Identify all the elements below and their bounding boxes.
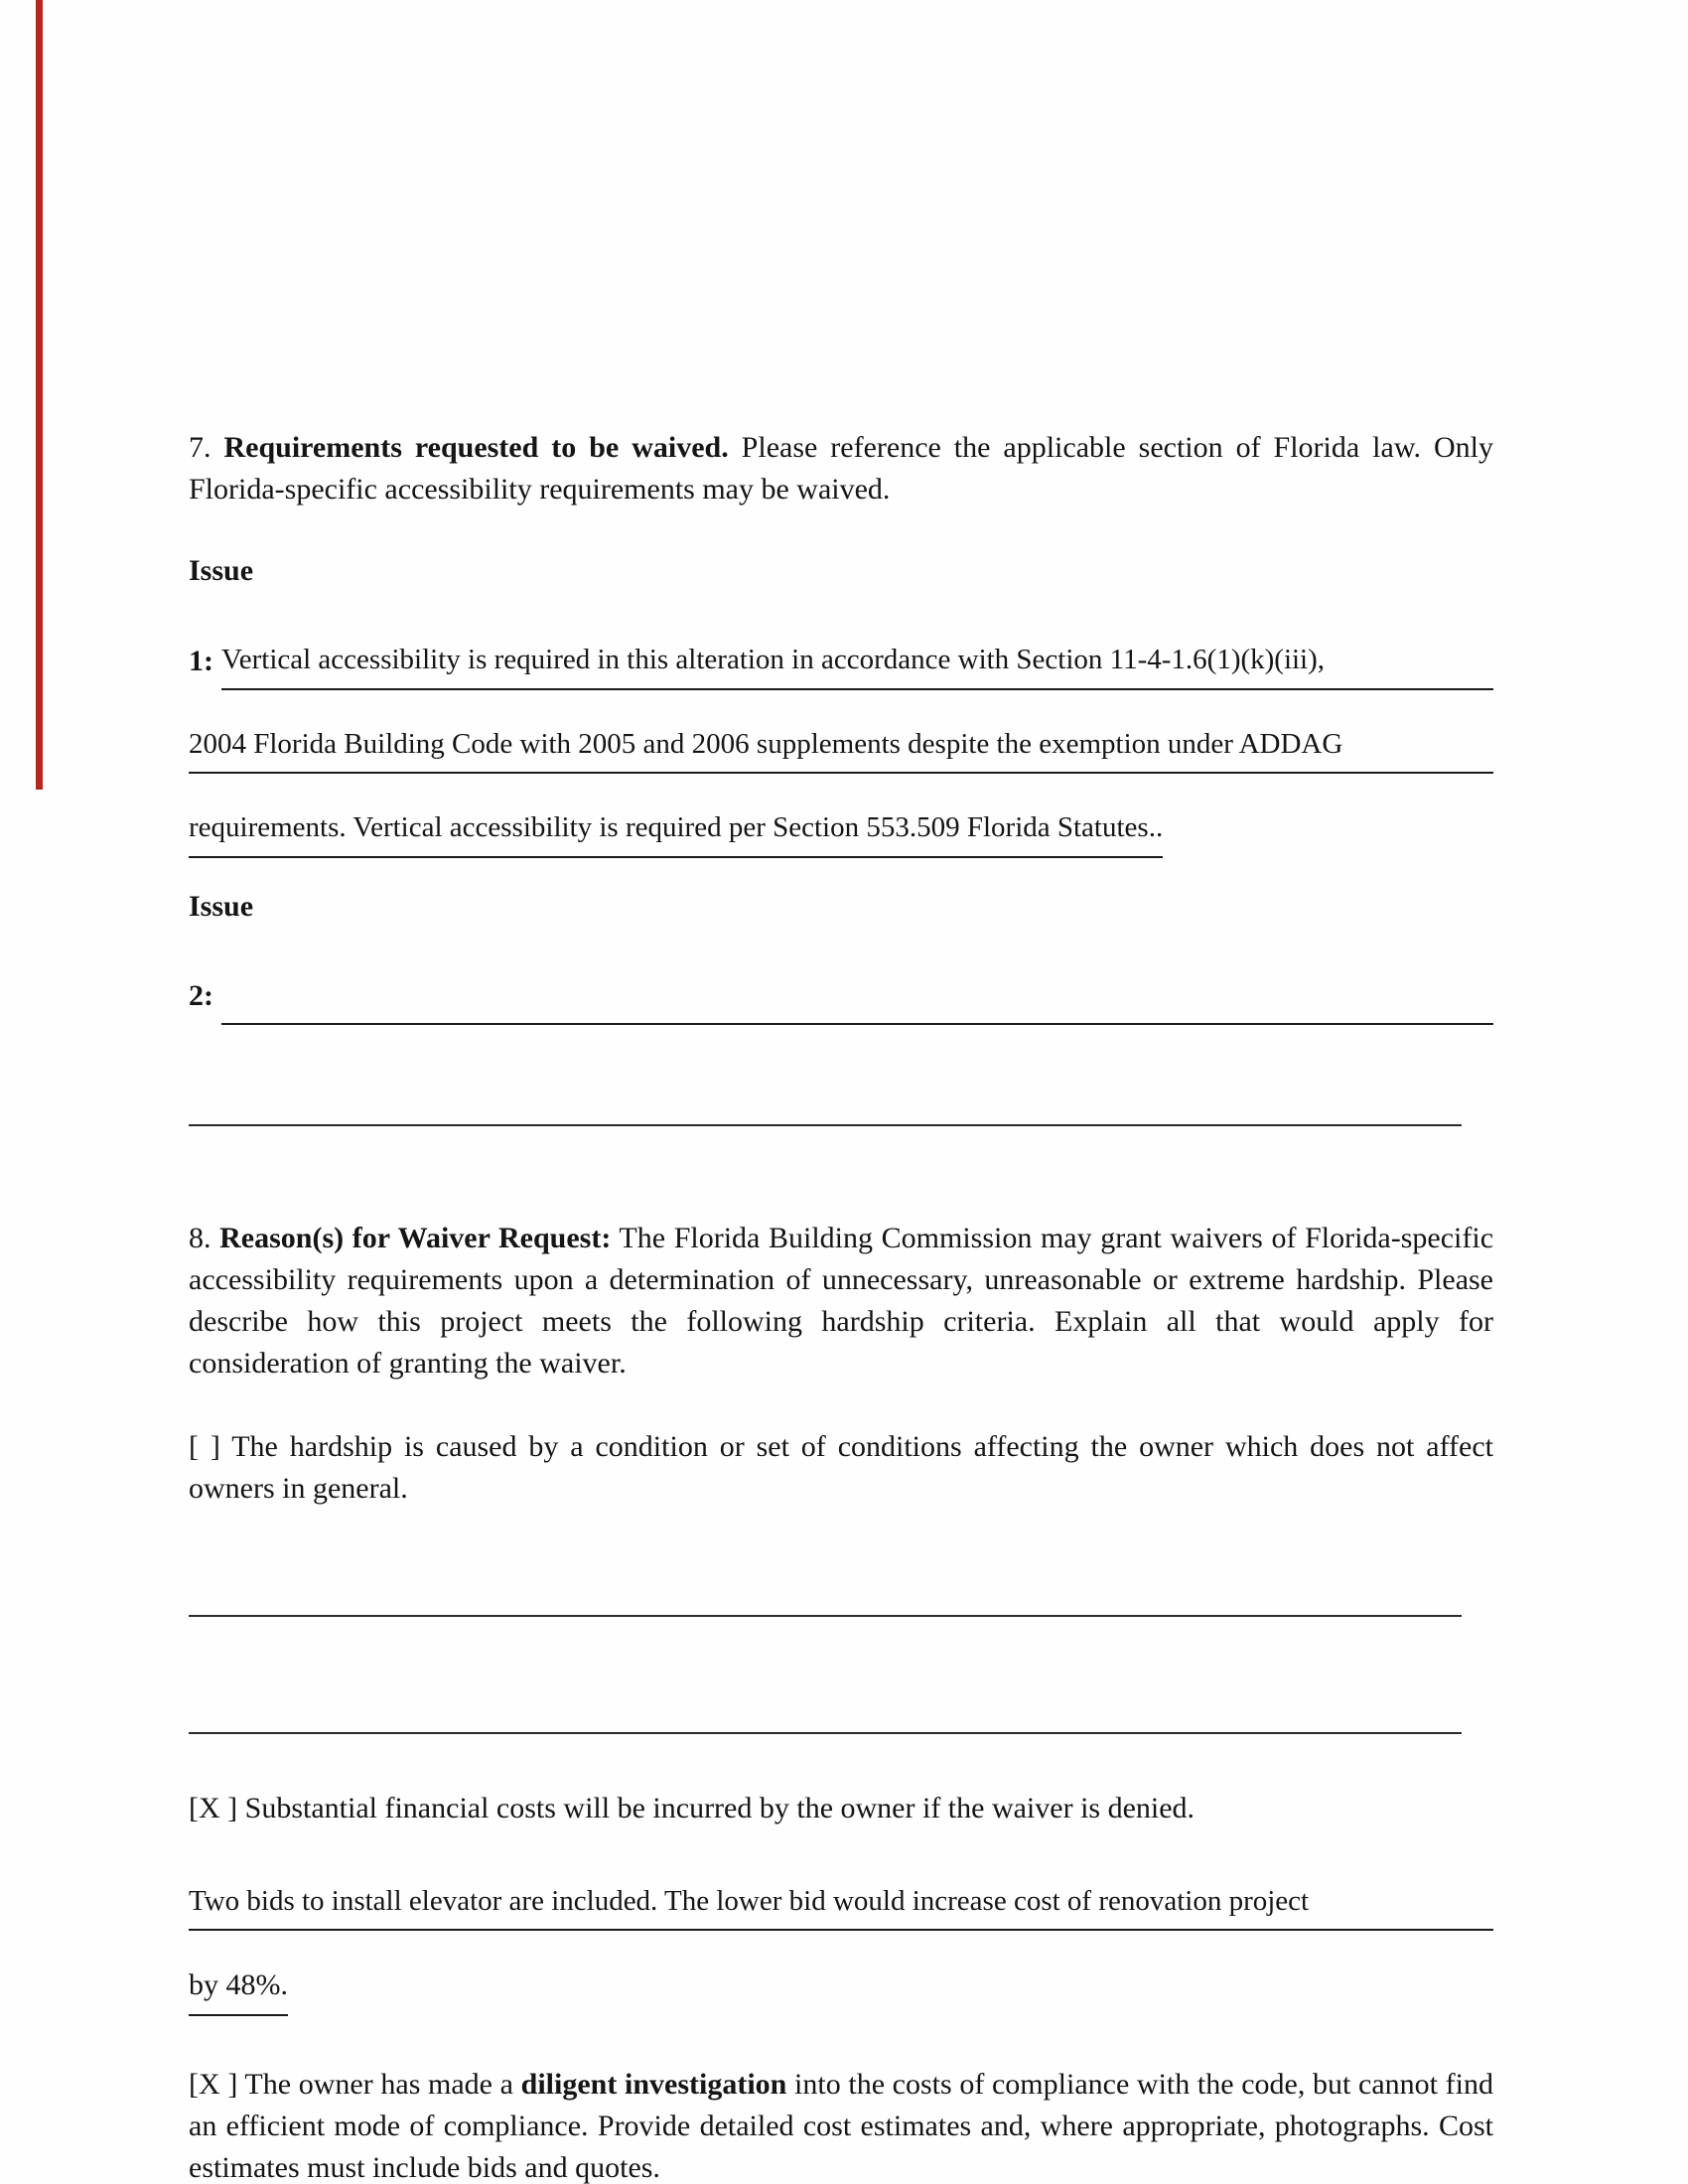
issue1-answer-line-3 bbox=[189, 807, 1493, 858]
section7-number: 7. bbox=[189, 431, 224, 464]
substantial-answer-line-1 bbox=[189, 1881, 1493, 1932]
section8-intro-paragraph bbox=[189, 1218, 1493, 1384]
diligent-bold-text: diligent investigation bbox=[520, 2068, 787, 2102]
diligent-checkbox: [X ] bbox=[189, 2068, 238, 2102]
section8-intro-text: The Florida Building Commission may grant waivers of Florida-specific accessibility requirements upon a determination of unnecessary, unreasonable or extreme hardship. Please describe how this project meets the following hardship criteria. Explain all that would apply for consideration of granting the waiver. bbox=[189, 1221, 1494, 1380]
diligent-text-post: into the costs of compliance with the code, but cannot find an efficient mode of compliance. Provide detailed cost estimates and, where appropriate, photographs. Cost estimates must include bids and quotes. bbox=[189, 2068, 1493, 2184]
issue1-answer-text-1: Vertical accessibility is required in this alteration in accordance with Section 11-4-1.6(1)(k)(iii), bbox=[221, 640, 1493, 690]
hardship-answer-blank-line-1 bbox=[189, 1575, 1462, 1617]
criterion-substantial-paragraph bbox=[189, 1788, 1493, 1829]
issue1-label: Issue bbox=[189, 554, 254, 587]
hardship-text: The hardship is caused by a condition or set of conditions affecting the owner which does not affect owners in general. bbox=[189, 1429, 1493, 1505]
substantial-text: Substantial financial costs will be incurred by the owner if the waiver is denied. bbox=[237, 1791, 1196, 1824]
section7-intro-paragraph bbox=[189, 427, 1493, 510]
scan-artifact-red-line bbox=[36, 0, 43, 790]
issue2-blank-line bbox=[189, 1085, 1462, 1126]
section8-heading: Reason(s) for Waiver Request: bbox=[219, 1221, 612, 1254]
hardship-checkbox: [ ] bbox=[189, 1429, 220, 1463]
diligent-text-pre: The owner has made a bbox=[237, 2068, 521, 2102]
section7-heading: Requirements requested to be waived. bbox=[223, 431, 729, 464]
issue2-number: 2: bbox=[189, 978, 213, 1012]
issue1-answer-line-2 bbox=[189, 724, 1493, 775]
issue2-answer-text bbox=[221, 1015, 1493, 1025]
substantial-answer-text-2: by 48%. bbox=[189, 1965, 288, 2016]
issue1-answer-text-2: 2004 Florida Building Code with 2005 and 2006 supplements despite the exemption under ADDAG bbox=[189, 724, 1493, 775]
section7-intro-text: Please reference the applicable section of Florida law. Only Florida-specific accessibility requirements may be waived. bbox=[189, 431, 1494, 506]
issue1-number: 1: bbox=[189, 644, 213, 677]
substantial-answer-line-2 bbox=[189, 1965, 1493, 2016]
issue1-answer-text-3: requirements. Vertical accessibility is required per Section 553.509 Florida Statutes.. bbox=[189, 807, 1163, 858]
issue2-answer-line-1 bbox=[189, 975, 1493, 1025]
substantial-checkbox: [X ] bbox=[189, 1791, 238, 1824]
criterion-hardship-paragraph bbox=[189, 1426, 1493, 1510]
criterion-diligent-paragraph bbox=[189, 2064, 1493, 2184]
substantial-answer-text-1: Two bids to install elevator are included. The lower bid would increase cost of renovation project bbox=[189, 1881, 1493, 1932]
section8-number: 8. bbox=[189, 1221, 220, 1254]
issue1-answer-line-1 bbox=[189, 640, 1493, 690]
issue2-label: Issue bbox=[189, 889, 254, 923]
hardship-answer-blank-line-2 bbox=[189, 1692, 1462, 1734]
